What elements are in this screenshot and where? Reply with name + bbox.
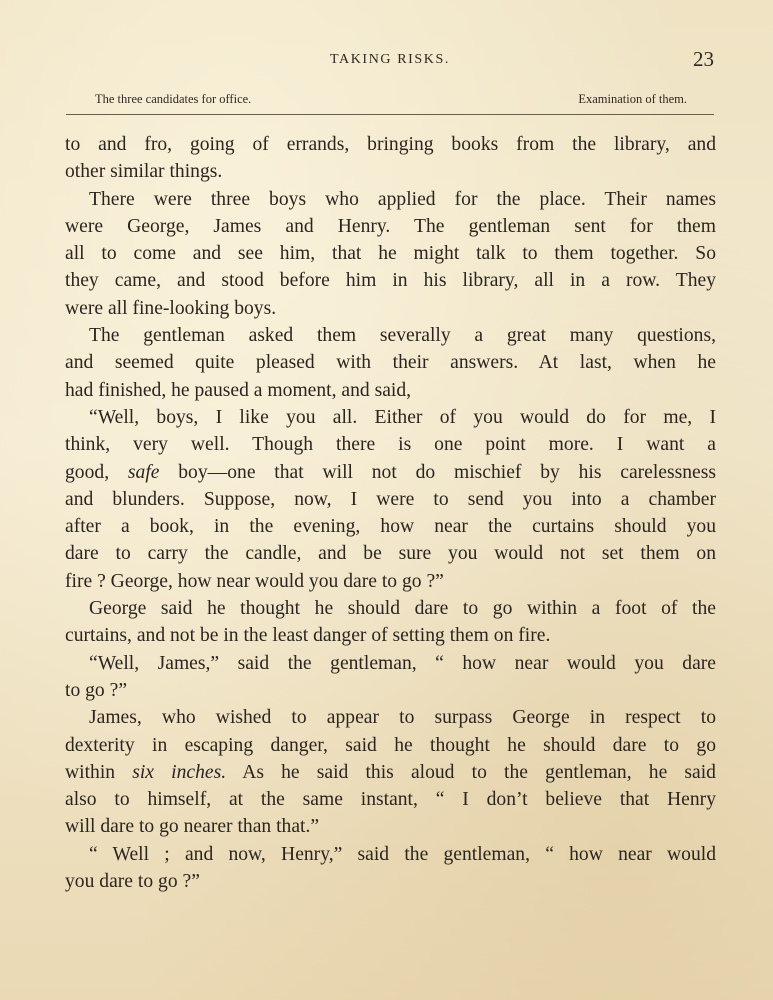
text-line: and blunders. Suppose, now, I were to send you into a chamber bbox=[65, 488, 716, 510]
text-line: “ Well ; and now, Henry,” said the gentleman, “ how near would bbox=[89, 843, 716, 865]
running-title: TAKING RISKS. bbox=[329, 52, 451, 67]
text-line: after a book, in the evening, how near the curtains should you bbox=[65, 516, 716, 538]
text-line: James, who wished to appear to surpass George in respect to bbox=[89, 707, 716, 729]
running-head bbox=[66, 47, 714, 74]
text-line: and seemed quite pleased with their answers. At last, when he bbox=[65, 352, 716, 374]
text-line: There were three boys who applied for the place. Their names bbox=[89, 188, 716, 210]
text-line: to go ?” bbox=[65, 679, 128, 701]
header-rule bbox=[66, 114, 714, 115]
text-run: good, bbox=[65, 461, 110, 483]
text-line: they came, and stood before him in his library, all in a row. They bbox=[65, 270, 716, 292]
text-line: think, very well. Though there is one point more. I want a bbox=[65, 434, 716, 456]
text-line: will dare to go nearer than that.” bbox=[65, 816, 320, 838]
text-line: “Well, James,” said the gentleman, “ how near would you dare bbox=[89, 652, 716, 674]
side-heading-right: Examination of them. bbox=[578, 92, 687, 106]
text-run: within bbox=[65, 761, 116, 783]
text-line: other similar things. bbox=[65, 161, 223, 183]
text-run: As he said this aloud to the gentleman, he said bbox=[242, 761, 716, 783]
side-headings bbox=[95, 92, 687, 112]
text-line: dare to carry the candle, and be sure you would not set them on bbox=[65, 543, 716, 565]
side-heading-left: The three candidates for office. bbox=[95, 92, 252, 106]
text-line: were George, James and Henry. The gentleman sent for them bbox=[65, 215, 716, 237]
italic-text: safe bbox=[127, 461, 160, 483]
text-line: had finished, he paused a moment, and said, bbox=[65, 379, 412, 401]
text-line: you dare to go ?” bbox=[65, 871, 200, 893]
text-line: dexterity in escaping danger, said he thought he should dare to go bbox=[65, 734, 716, 756]
text-line: George said he thought he should dare to go within a foot of the bbox=[89, 598, 716, 620]
page-number: 23 bbox=[693, 47, 714, 71]
text-line bbox=[65, 759, 716, 786]
body-text bbox=[65, 131, 716, 895]
text-line: to and fro, going of errands, bringing books from the library, and bbox=[65, 134, 716, 155]
italic-text: six inches. bbox=[132, 761, 227, 783]
text-line: “Well, boys, I like you all. Either of you would do for me, I bbox=[89, 406, 716, 428]
text-line: fire ? George, how near would you dare to go ?” bbox=[65, 570, 444, 592]
text-line: all to come and see him, that he might talk to them together. So bbox=[65, 243, 716, 265]
text-line: The gentleman asked them severally a great many questions, bbox=[89, 325, 716, 347]
text-line bbox=[65, 459, 716, 486]
text-run: boy—one that will not do mischief by his carelessness bbox=[178, 461, 716, 483]
text-line: were all fine-looking boys. bbox=[65, 297, 277, 319]
text-line: curtains, and not be in the least danger of setting them on fire. bbox=[65, 625, 551, 647]
text-line: also to himself, at the same instant, “ I don’t believe that Henry bbox=[65, 789, 716, 811]
